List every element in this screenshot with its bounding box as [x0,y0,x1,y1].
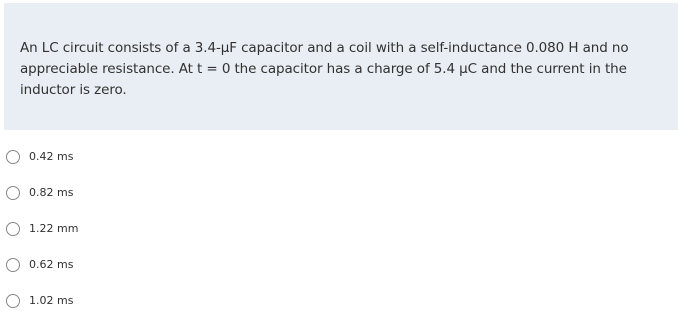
answer-option-3[interactable] [0,218,679,254]
radio-button[interactable] [6,258,20,272]
option-label: 0.82 ms [29,186,74,199]
question-panel [4,3,678,130]
radio-button[interactable] [6,222,20,236]
answer-option-2[interactable] [0,182,679,218]
question-text: An LC circuit consists of a 3.4-μF capacitor and a coil with a self-inductance 0.080 H and no appreciable resistance. At t = 0 the capacitor has a charge of 5.4 μC and the current in the inductor is zero. [20,40,629,98]
radio-button[interactable] [6,186,20,200]
radio-button[interactable] [6,294,20,308]
radio-button[interactable] [6,150,20,164]
answer-options [0,146,679,326]
option-label: 0.62 ms [29,258,74,271]
answer-option-5[interactable] [0,290,679,326]
option-label: 1.22 mm [29,222,79,235]
option-label: 1.02 ms [29,294,74,307]
option-label: 0.42 ms [29,150,74,163]
answer-option-1[interactable] [0,146,679,182]
answer-option-4[interactable] [0,254,679,290]
